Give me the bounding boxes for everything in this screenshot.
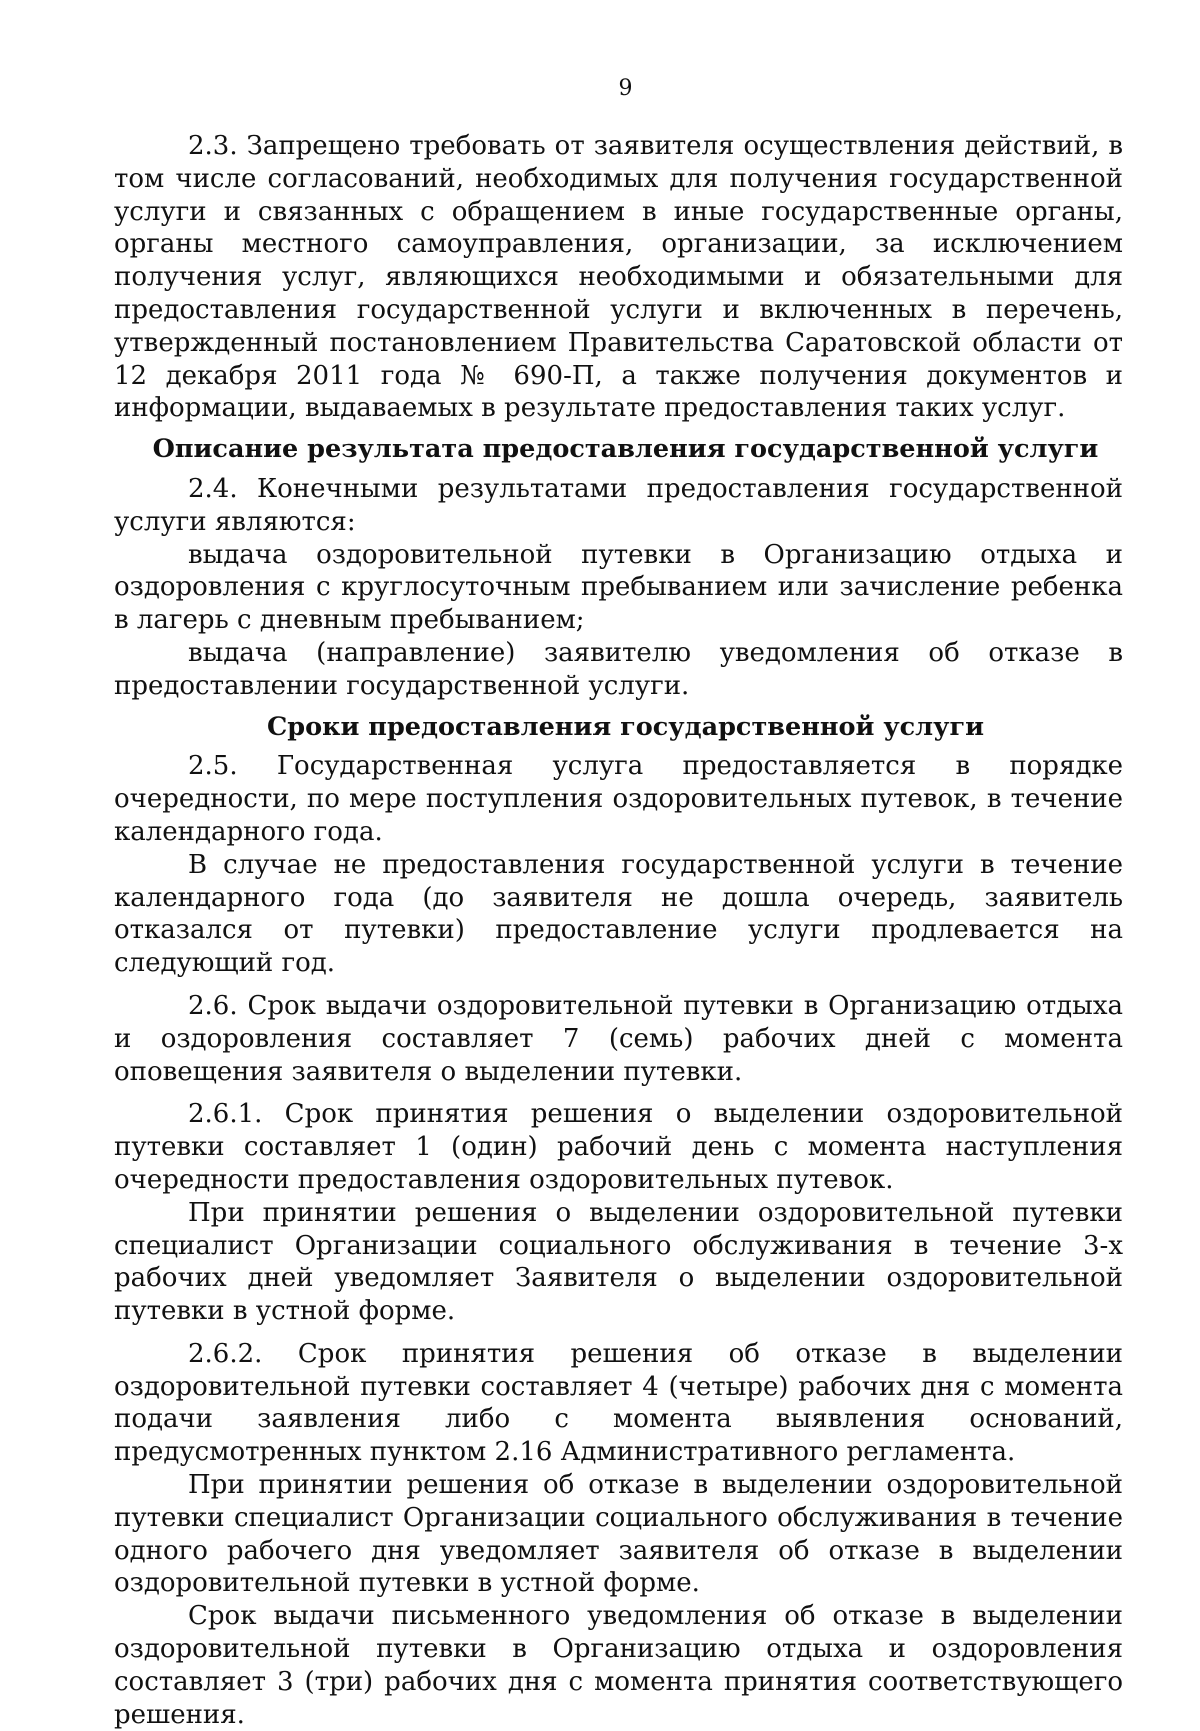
paragraph-2-6-1: 2.6.1. Срок принятия решения о выделении оздоровительной путевки составляет 1 (один) рабочий день с момента наступления очередности предоставления оздоровительных путевок. [114,1099,1123,1195]
paragraph-2-6-2-notification: При принятии решения об отказе в выделении оздоровительной путевки специалист Организации социального обслуживания в течение одного рабочего дня уведомляет заявителя об отказе в выделении оздоровительной путевки в устной форме. [114,1470,1123,1599]
paragraph-2-5-continuation: В случае не предоставления государственной услуги в течение календарного года (до заявителя не дошла очередь, заявитель отказался от путевки) предоставление услуги продлевается на следующий год. [114,849,1123,979]
paragraph-result-refusal: выдача (направление) заявителю уведомления об отказе в предоставлении государственной услуги. [114,637,1123,701]
paragraph-2-6-2: 2.6.2. Срок принятия решения об отказе в выделении оздоровительной путевки составляет 4 (четыре) рабочих дня с момента подачи заявления либо с момента выявления оснований, предусмотренных пунктом 2.16 Административного регламента. [114,1338,1123,1468]
paragraph-2-6-2-written-notice: Срок выдачи письменного уведомления об отказе в выделении оздоровительной путевки в Организацию отдыха и оздоровления составляет 3 (три) рабочих дня с момента принятия соответствующего решения. [114,1601,1123,1730]
paragraph-2-5: 2.5. Государственная услуга предоставляется в порядке очередности, по мере поступления оздоровительных путевок, в течение календарного года. [114,751,1123,847]
section-heading-result: Описание результата предоставления государственной услуги [152,434,1099,465]
paragraph-2-4: 2.4. Конечными результатами предоставления государственной услуги являются: [114,473,1123,537]
paragraph-2-3: 2.3. Запрещено требовать от заявителя осуществления действий, в том числе согласований, необходимых для получения государственной услуги и связанных с обращением в иные государственные органы, органы местного самоуправления, организации, за исключением получения услуг, являющихся необходимыми и обязательными для предоставления государственной услуги и включенных в перечень, утвержденный постановлением Правительства Саратовской области от 12 декабря 2011 года № 690-П, а также получения документов и информации, выдаваемых в результате предоставления таких услуг. [114,131,1123,424]
section-heading-terms: Сроки предоставления государственной услуги [266,711,985,742]
page-number: 9 [618,76,633,101]
paragraph-2-6: 2.6. Срок выдачи оздоровительной путевки в Организацию отдыха и оздоровления составляет 7 (семь) рабочих дней с момента оповещения заявителя о выделении путевки. [114,990,1123,1087]
paragraph-2-6-1-notification: При принятии решения о выделении оздоровительной путевки специалист Организации социального обслуживания в течение 3-х рабочих дней уведомляет Заявителя о выделении оздоровительной путевки в устной форме. [114,1197,1123,1327]
paragraph-result-voucher: выдача оздоровительной путевки в Организацию отдыха и оздоровления с круглосуточным пребыванием или зачисление ребенка в лагерь с дневным пребыванием; [114,539,1123,636]
